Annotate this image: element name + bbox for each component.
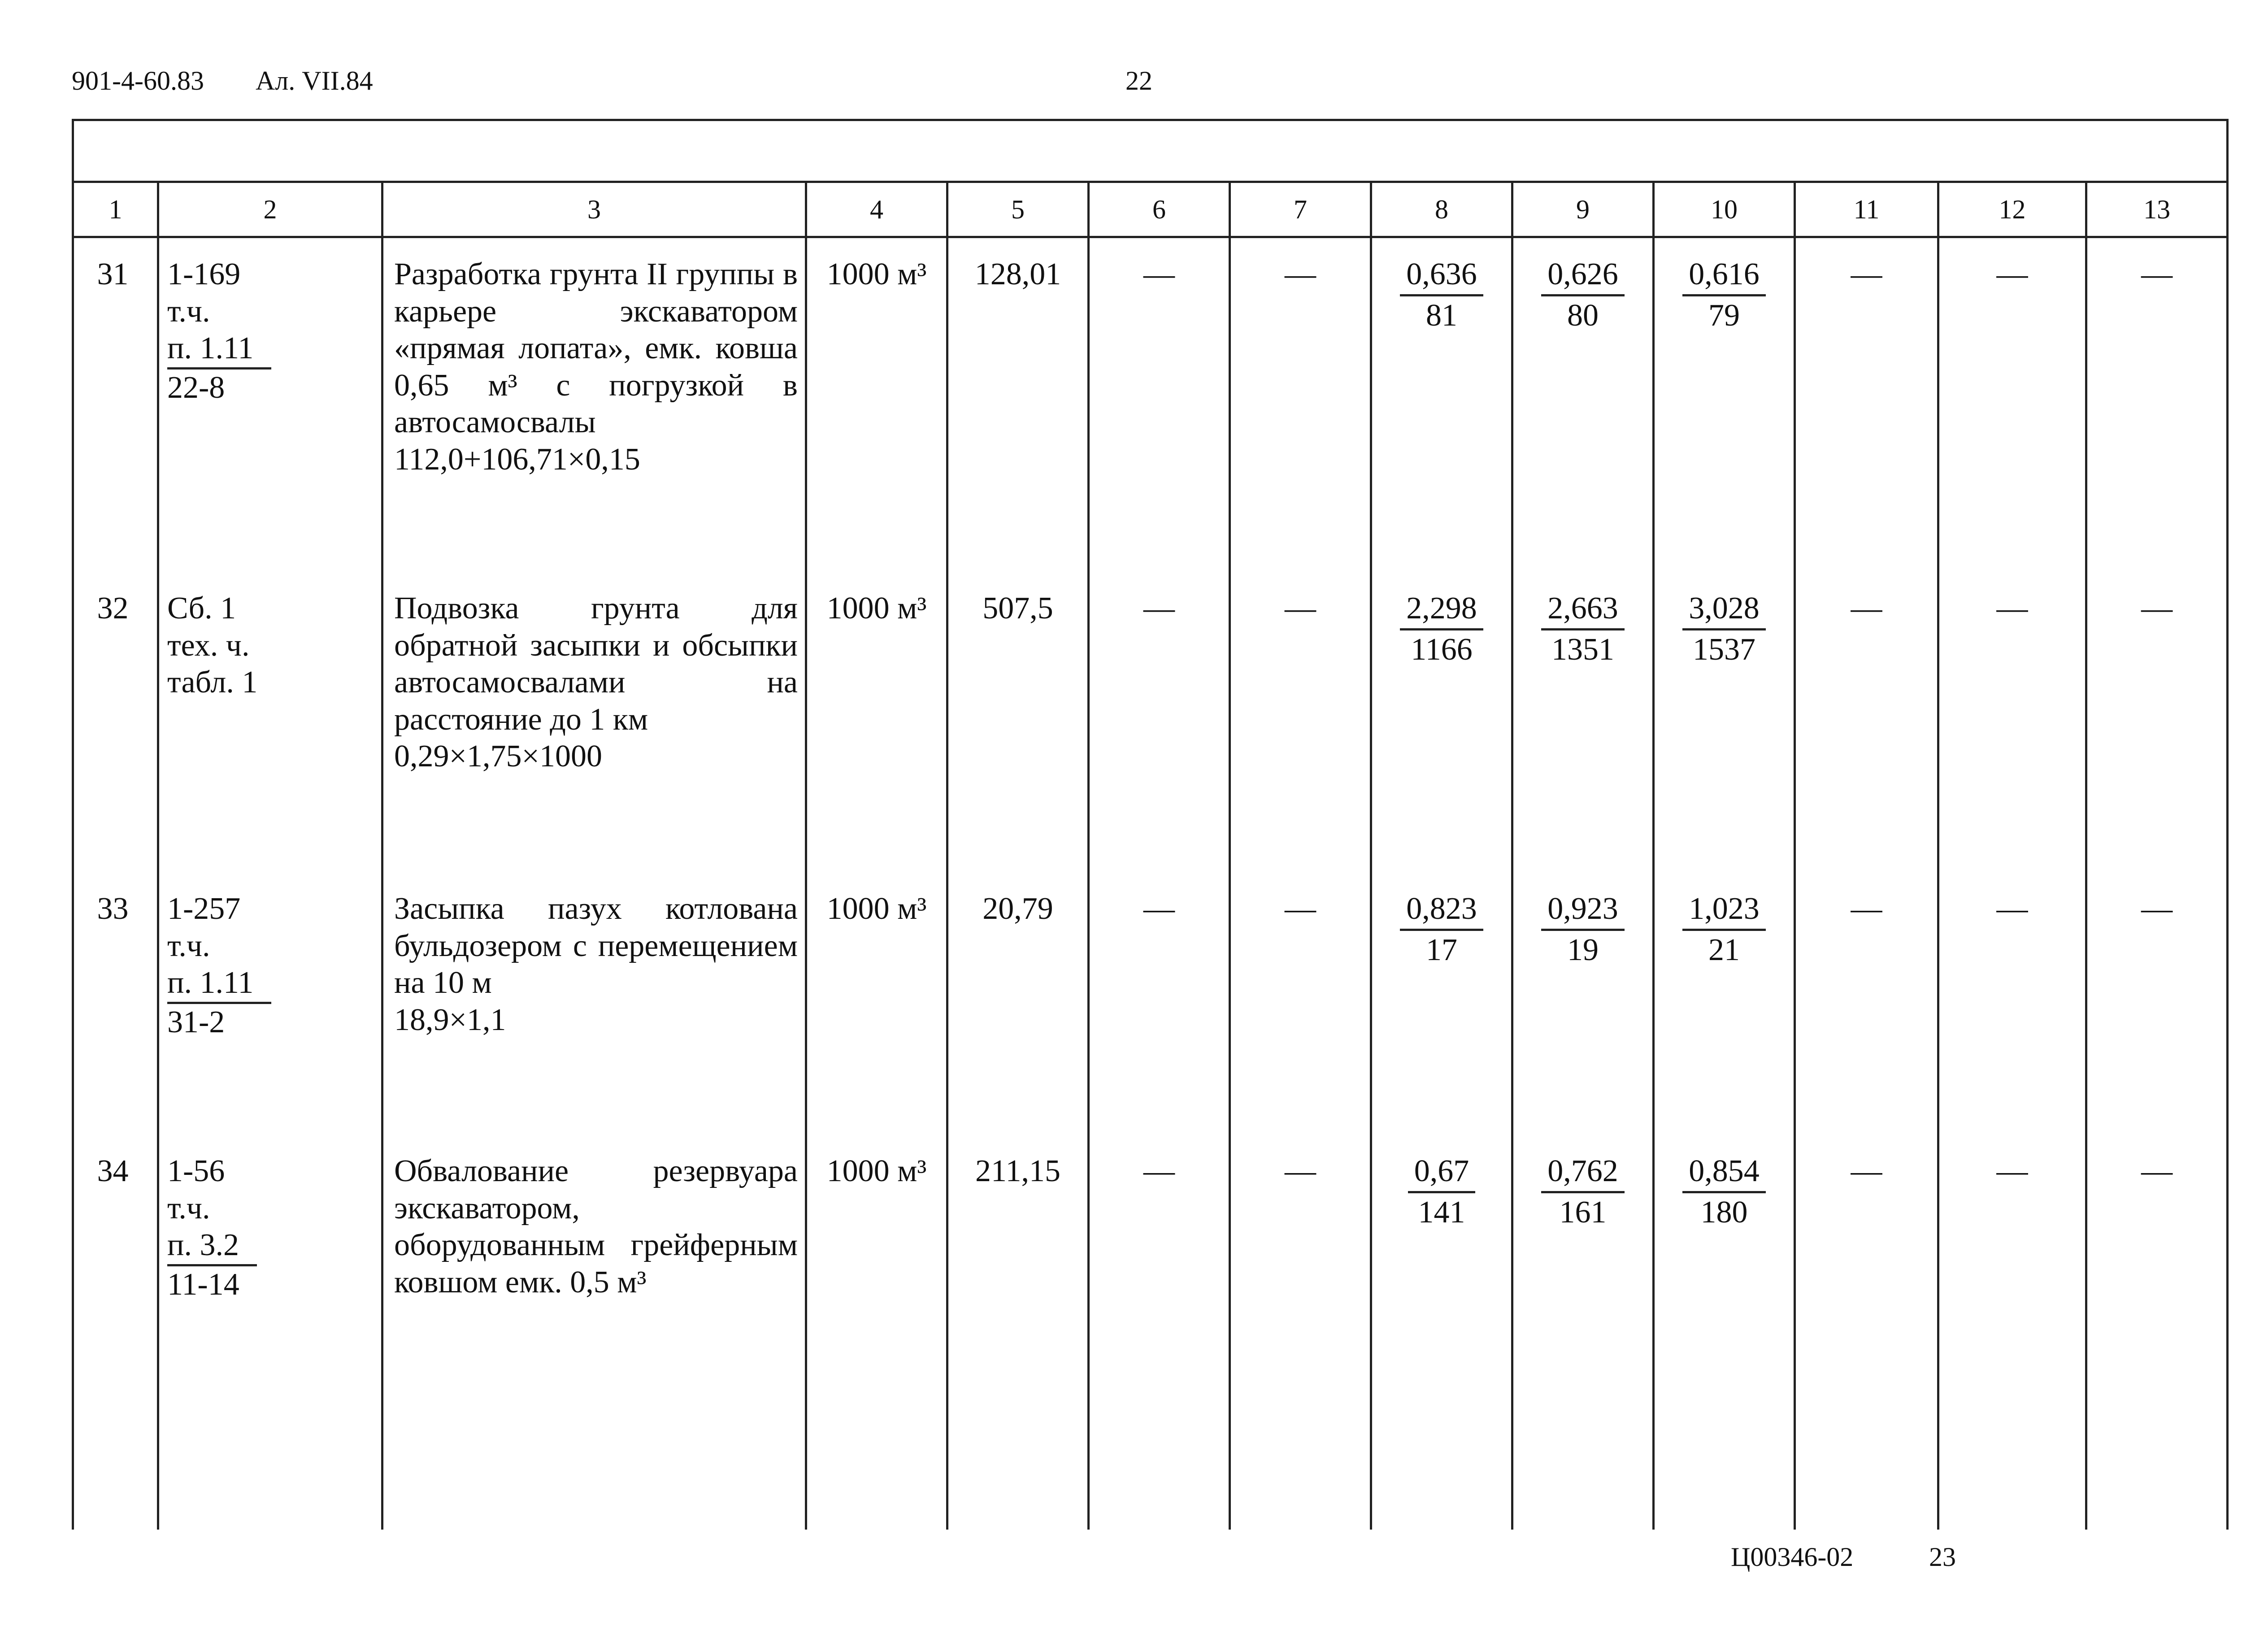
col-6-cell — [1089, 572, 1230, 873]
fraction-denominator: 1537 — [1693, 632, 1755, 667]
column-number-5: 5 — [947, 182, 1089, 237]
dash-mark: — — [1996, 891, 2028, 926]
row-number-cell — [73, 237, 158, 573]
reference-table: 11-14 — [167, 1267, 239, 1302]
reference-cell — [158, 873, 382, 1135]
unit-cell — [806, 873, 947, 1135]
reference-paragraph: п. 3.2 — [167, 1227, 257, 1266]
row-number: 32 — [97, 591, 129, 626]
page-number: 22 — [1125, 66, 1152, 96]
reference-paragraph: п. 1.11 — [167, 330, 271, 370]
column-number-9: 9 — [1512, 182, 1654, 237]
dash-mark: — — [1996, 1154, 2028, 1188]
column-number-11: 11 — [1795, 182, 1938, 237]
col-11-cell — [1795, 1135, 1938, 1530]
unit-cell — [806, 572, 947, 873]
work-description-cell — [382, 873, 806, 1135]
fraction-denominator: 180 — [1700, 1195, 1748, 1230]
reference-fraction — [167, 330, 271, 406]
row-31 — [73, 237, 2228, 573]
quantity-formula: 112,0+106,71×0,15 — [394, 442, 640, 477]
fraction-numerator: 0,67 — [1408, 1153, 1476, 1193]
fraction-denominator: 81 — [1426, 298, 1457, 333]
fraction-denominator: 17 — [1426, 932, 1457, 967]
row-32 — [73, 572, 2228, 873]
reference-fraction — [167, 1227, 257, 1303]
column-number-8: 8 — [1371, 182, 1512, 237]
column-number-4: 4 — [806, 182, 947, 237]
fraction-numerator: 1,023 — [1682, 891, 1766, 931]
reference-line: т.ч. — [167, 1191, 210, 1226]
reference-line: 1-169 — [167, 257, 241, 291]
dash-mark: — — [1285, 1154, 1316, 1188]
quantity-value: 507,5 — [982, 591, 1053, 626]
fraction — [1682, 256, 1766, 334]
fraction-denominator: 161 — [1559, 1195, 1607, 1230]
fraction-denominator: 80 — [1567, 298, 1599, 333]
dash-mark: — — [1851, 591, 1882, 626]
reference-cell — [158, 237, 382, 573]
col-6-cell — [1089, 873, 1230, 1135]
footer-page: 23 — [1929, 1542, 1956, 1572]
row-number: 33 — [97, 891, 129, 926]
fraction — [1541, 891, 1625, 969]
work-description: Обвалование резервуара экскаватором, оборудованным грейферным ковшом емк. 0,5 м³ — [394, 1154, 798, 1300]
reference-line: т.ч. — [167, 294, 210, 329]
fraction-denominator: 19 — [1567, 932, 1599, 967]
dash-mark: — — [1996, 257, 2028, 291]
fraction-numerator: 3,028 — [1682, 590, 1766, 630]
dash-mark: — — [1851, 1154, 1882, 1188]
dash-mark: — — [1851, 257, 1882, 291]
fraction-numerator: 0,762 — [1541, 1153, 1625, 1193]
fraction — [1400, 891, 1483, 969]
col-6-cell — [1089, 1135, 1230, 1530]
column-number-6: 6 — [1089, 182, 1230, 237]
col-10-cell — [1654, 873, 1795, 1135]
fraction — [1541, 256, 1625, 334]
reference-line: 1-56 — [167, 1154, 225, 1188]
col-11-cell — [1795, 572, 1938, 873]
work-description-cell — [382, 237, 806, 573]
dash-mark: — — [1996, 591, 2028, 626]
footer-code: Ц00346-02 — [1731, 1542, 1854, 1572]
row-34 — [73, 1135, 2228, 1530]
fraction-denominator: 79 — [1708, 298, 1740, 333]
column-number-2: 2 — [158, 182, 382, 237]
col-12-cell — [1938, 873, 2086, 1135]
col-9-cell — [1512, 873, 1654, 1135]
reference-line: тех. ч. — [167, 628, 250, 663]
col-9-cell — [1512, 1135, 1654, 1530]
col-9-cell — [1512, 237, 1654, 573]
unit-value: 1000 м³ — [826, 891, 927, 926]
col-12-cell — [1938, 237, 2086, 573]
unit-cell — [806, 1135, 947, 1530]
fraction-denominator: 141 — [1418, 1195, 1465, 1230]
fraction-numerator: 0,616 — [1682, 256, 1766, 296]
col-7-cell — [1230, 572, 1371, 873]
col-8-cell — [1371, 572, 1512, 873]
dash-mark: — — [1143, 1154, 1175, 1188]
document-code: 901-4-60.83 — [72, 66, 204, 96]
col-13-cell — [2086, 1135, 2228, 1530]
column-number-row — [73, 182, 2228, 237]
row-number-cell — [73, 873, 158, 1135]
dash-mark: — — [1285, 891, 1316, 926]
quantity-formula: 18,9×1,1 — [394, 1002, 506, 1037]
col-13-cell — [2086, 572, 2228, 873]
fraction-numerator: 0,854 — [1682, 1153, 1766, 1193]
reference-line: Сб. 1 — [167, 591, 236, 626]
quantity-cell — [947, 572, 1089, 873]
row-33 — [73, 873, 2228, 1135]
row-number: 34 — [97, 1154, 129, 1188]
reference-cell — [158, 572, 382, 873]
fraction — [1408, 1153, 1476, 1231]
fraction — [1682, 891, 1766, 969]
col-10-cell — [1654, 572, 1795, 873]
work-description-cell — [382, 572, 806, 873]
fraction-numerator: 2,298 — [1400, 590, 1483, 630]
quantity-value: 20,79 — [982, 891, 1053, 926]
fraction-denominator: 21 — [1708, 932, 1740, 967]
reference-table: 31-2 — [167, 1004, 225, 1039]
unit-value: 1000 м³ — [826, 591, 927, 626]
dash-mark: — — [1851, 891, 1882, 926]
dash-mark: — — [2141, 257, 2173, 291]
quantity-cell — [947, 873, 1089, 1135]
table-header-blank-row — [73, 120, 2228, 182]
col-13-cell — [2086, 873, 2228, 1135]
fraction-numerator: 0,823 — [1400, 891, 1483, 931]
fraction-numerator: 0,923 — [1541, 891, 1625, 931]
reference-cell — [158, 1135, 382, 1530]
column-number-13: 13 — [2086, 182, 2228, 237]
fraction — [1682, 1153, 1766, 1231]
column-number-12: 12 — [1938, 182, 2086, 237]
work-description: Разработка грунта II группы в карьере экскаватором «прямая лопата», емк. ковша 0,65 м³ с погрузкой в автосамосвалы — [394, 257, 798, 440]
col-7-cell — [1230, 873, 1371, 1135]
dash-mark: — — [2141, 591, 2173, 626]
col-12-cell — [1938, 1135, 2086, 1530]
reference-line: табл. 1 — [167, 665, 258, 700]
row-number-cell — [73, 572, 158, 873]
col-11-cell — [1795, 237, 1938, 573]
quantity-formula: 0,29×1,75×1000 — [394, 739, 602, 774]
column-number-3: 3 — [382, 182, 806, 237]
dash-mark: — — [2141, 891, 2173, 926]
col-9-cell — [1512, 572, 1654, 873]
col-6-cell — [1089, 237, 1230, 573]
row-number-cell — [73, 1135, 158, 1530]
column-number-1: 1 — [73, 182, 158, 237]
column-number-10: 10 — [1654, 182, 1795, 237]
quantity-value: 211,15 — [975, 1154, 1060, 1188]
reference-line: т.ч. — [167, 928, 210, 963]
fraction-numerator: 0,626 — [1541, 256, 1625, 296]
col-10-cell — [1654, 237, 1795, 573]
fraction — [1400, 590, 1483, 668]
unit-value: 1000 м³ — [826, 257, 927, 291]
work-description: Подвозка грунта для обратной засыпки и обсыпки автосамосвалами на расстояние до 1 км — [394, 591, 798, 737]
dash-mark: — — [1143, 591, 1175, 626]
work-description-cell — [382, 1135, 806, 1530]
fraction-numerator: 0,636 — [1400, 256, 1483, 296]
fraction — [1541, 1153, 1625, 1231]
fraction — [1682, 590, 1766, 668]
col-10-cell — [1654, 1135, 1795, 1530]
dash-mark: — — [1143, 257, 1175, 291]
reference-table: 22-8 — [167, 370, 225, 405]
col-8-cell — [1371, 237, 1512, 573]
unit-cell — [806, 237, 947, 573]
dash-mark: — — [1143, 891, 1175, 926]
quantity-cell — [947, 237, 1089, 573]
header-blank-cell — [73, 120, 2228, 182]
reference-line: 1-257 — [167, 891, 241, 926]
dash-mark: — — [2141, 1154, 2173, 1188]
fraction — [1400, 256, 1483, 334]
reference-paragraph: п. 1.11 — [167, 965, 271, 1004]
col-13-cell — [2086, 237, 2228, 573]
column-number-7: 7 — [1230, 182, 1371, 237]
unit-value: 1000 м³ — [826, 1154, 927, 1188]
col-8-cell — [1371, 873, 1512, 1135]
col-11-cell — [1795, 873, 1938, 1135]
col-8-cell — [1371, 1135, 1512, 1530]
col-12-cell — [1938, 572, 2086, 873]
album-number: Ал. VII.84 — [256, 66, 373, 96]
fraction-numerator: 2,663 — [1541, 590, 1625, 630]
col-7-cell — [1230, 237, 1371, 573]
quantity-cell — [947, 1135, 1089, 1530]
fraction-denominator: 1351 — [1551, 632, 1614, 667]
dash-mark: — — [1285, 257, 1316, 291]
work-description: Засыпка пазух котлована бульдозером с перемещением на 10 м — [394, 891, 798, 1000]
fraction-denominator: 1166 — [1411, 632, 1473, 667]
col-7-cell — [1230, 1135, 1371, 1530]
fraction — [1541, 590, 1625, 668]
row-number: 31 — [97, 257, 129, 291]
reference-fraction — [167, 965, 271, 1041]
dash-mark: — — [1285, 591, 1316, 626]
quantity-value: 128,01 — [974, 257, 1061, 291]
estimate-table — [72, 119, 2229, 1530]
